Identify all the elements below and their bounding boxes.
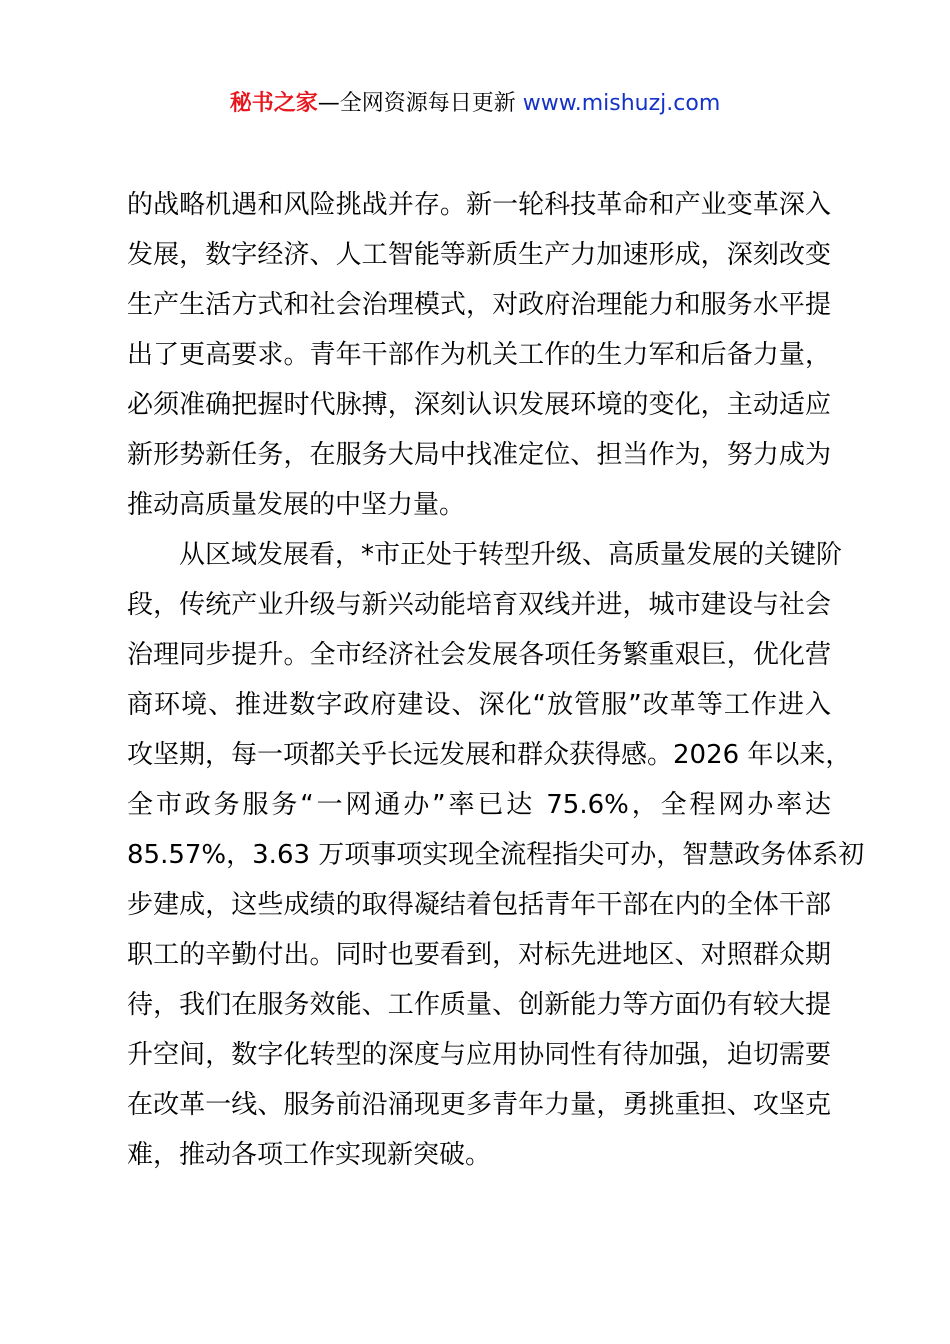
site-url[interactable]: www.mishuzj.com (522, 91, 721, 116)
text-line: 步建成，这些成绩的取得凝结着包括青年干部在内的全体干部 (127, 890, 831, 920)
text-line: 生产生活方式和社会治理模式，对政府治理能力和服务水平提 (127, 290, 831, 320)
text-line: 待，我们在服务效能、工作质量、创新能力等方面仍有较大提 (127, 990, 831, 1020)
text-line: 出了更高要求。青年干部作为机关工作的生力军和后备力量， (127, 340, 831, 370)
text-line: 发展，数字经济、人工智能等新质生产力加速形成，深刻改变 (127, 240, 831, 270)
text-line: 在改革一线、服务前沿涌现更多青年力量，勇挑重担、攻坚克 (127, 1090, 831, 1120)
text-line: 的战略机遇和风险挑战并存。新一轮科技革命和产业变革深入 (127, 190, 831, 220)
paragraph-2 (127, 530, 865, 1180)
text-line: 职工的辛勤付出。同时也要看到，对标先进地区、对照群众期 (127, 940, 831, 970)
header-tagline: —全网资源每日更新 (317, 91, 523, 116)
document-body (127, 180, 865, 1180)
paragraph-1 (127, 180, 831, 530)
text-line: 商环境、推进数字政府建设、深化“放管服”改革等工作进入 (127, 690, 831, 720)
brand-name: 秘书之家 (229, 91, 318, 116)
text-line: 必须准确把握时代脉搏，深刻认识发展环境的变化，主动适应 (127, 390, 831, 420)
text-line: 段，传统产业升级与新兴动能培育双线并进，城市建设与社会 (127, 590, 831, 620)
text-line: 新形势新任务，在服务大局中找准定位、担当作为，努力成为 (127, 440, 831, 470)
text-line: 全市政务服务“一网通办”率已达 75.6%，全程网办率达 (127, 790, 831, 820)
text-line: 85.57%，3.63 万项事项实现全流程指尖可办，智慧政务体系初 (127, 840, 865, 870)
text-line: 治理同步提升。全市经济社会发展各项任务繁重艰巨，优化营 (127, 640, 831, 670)
text-line: 攻坚期，每一项都关乎长远发展和群众获得感。2026 年以来， (127, 740, 852, 770)
page-header (0, 84, 950, 124)
text-line: 推动高质量发展的中坚力量。 (127, 490, 466, 520)
text-line: 难，推动各项工作实现新突破。 (127, 1140, 492, 1170)
text-line: 从区域发展看，*市正处于转型升级、高质量发展的关键阶 (179, 540, 843, 570)
text-line: 升空间，数字化转型的深度与应用协同性有待加强，迫切需要 (127, 1040, 831, 1070)
